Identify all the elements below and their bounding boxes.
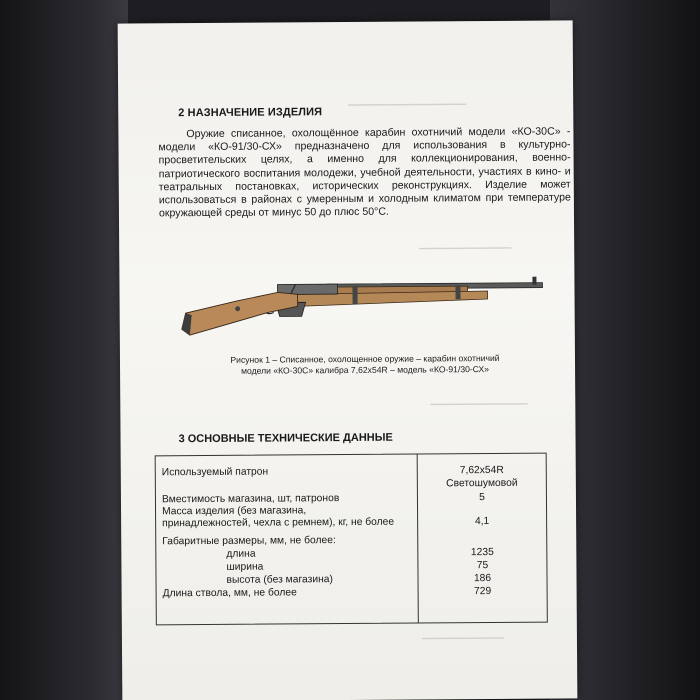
- row-value: Светошумовой: [446, 477, 518, 490]
- table-row: [156, 464, 546, 479]
- row-value: 75: [476, 560, 489, 572]
- table-row: [157, 586, 547, 600]
- row-value: [418, 534, 546, 535]
- row-label: Масса изделия (без магазина,: [162, 505, 307, 518]
- spec-table: [155, 453, 548, 626]
- caption-line-1: Рисунок 1 – Списанное, охолощенное оружие – карабин охотничий: [230, 352, 500, 365]
- row-value: 186: [473, 573, 492, 585]
- section-2-paragraph: [158, 125, 571, 220]
- row-label: Габаритные размеры, мм, не более:: [162, 535, 336, 548]
- row-value: 4,1: [474, 516, 490, 528]
- row-label: принадлежностей, чехла с ремнем), кг, не более: [162, 516, 395, 530]
- paragraph-text: Оружие списанное, охолощённое карабин охотничий модели «КО-30С» - модели «КО-91/30-СХ» предназначено для использования в культурно-просветительских целях, а именно для коллекционирования, военно-патриотического воспитания молодежи, учебной деятельности, участиях в кино- и театральных постановках, исторических реконструкциях. Изделие может использоваться в районах с умеренным и холодным климатом при температуре окружающей среды от минус 50 до плюс 50°С.: [158, 125, 571, 220]
- row-value: 1235: [470, 546, 494, 559]
- row-label: Используемый патрон: [161, 466, 269, 479]
- section-3-title: 3 ОСНОВНЫЕ ТЕХНИЧЕСКИЕ ДАННЫЕ: [178, 431, 393, 446]
- show-through-text: ━━━━━━━━━━━━━━━━━━━: [430, 398, 528, 410]
- show-through-text: ━━━━━━━━━━━━━━━━━━━━━━━: [348, 99, 466, 110]
- show-through-text: ━━━━━━━━━━━━━━━━━━: [419, 242, 512, 254]
- row-label: Длина ствола, мм, не более: [162, 587, 297, 600]
- row-value: 7,62х54R: [459, 464, 504, 477]
- row-value: [418, 504, 546, 505]
- row-value: 5: [479, 492, 485, 504]
- table-row: [156, 560, 546, 573]
- show-through-text: ━━━━━━━━━━━━━━━━: [421, 632, 504, 644]
- table-row: [156, 492, 546, 506]
- rifle-illustration-icon: [177, 271, 552, 344]
- section-2-title: 2 НАЗНАЧЕНИЕ ИЗДЕЛИЯ: [178, 106, 323, 120]
- document-page: [118, 20, 578, 700]
- row-label: длина: [226, 548, 256, 560]
- table-row: [156, 573, 546, 586]
- row-label: ширина: [226, 561, 264, 573]
- row-value: 729: [473, 586, 492, 598]
- row-label: высота (без магазина): [226, 574, 333, 586]
- caption-line-2: модели «КО-30С» калибра 7,62х54R – модель «КО-91/30-СХ»: [241, 364, 490, 376]
- background-left: [0, 0, 128, 700]
- table-row: [156, 534, 546, 548]
- row-label: Вместимость магазина, шт, патронов: [161, 493, 340, 506]
- figure-caption: [210, 353, 520, 377]
